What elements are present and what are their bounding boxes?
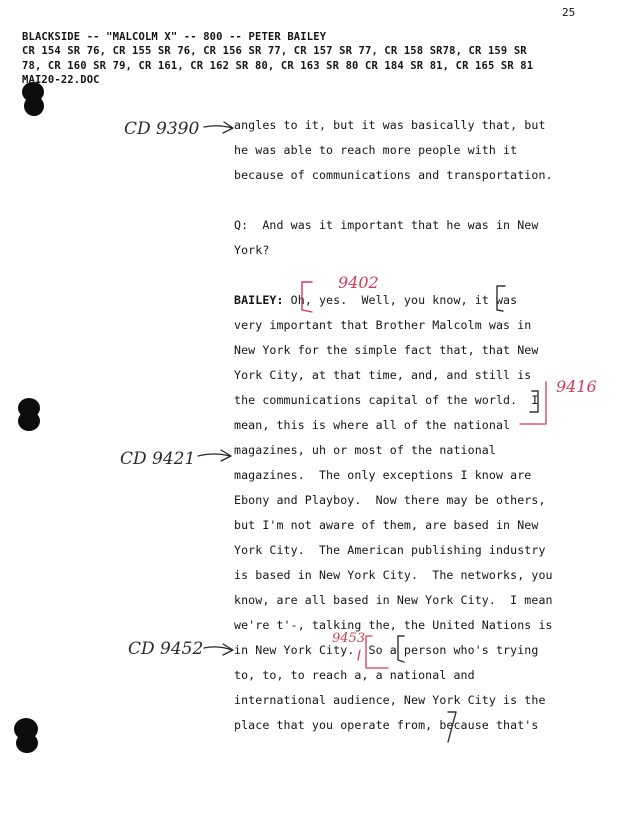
header-title: BLACKSIDE -- "MALCOLM X" -- 800 -- PETER BAILEY (22, 31, 327, 43)
transcript-line: York City. The American publishing industry (234, 543, 546, 557)
transcript-line: very important that Brother Malcolm was in (234, 318, 532, 332)
margin-note-9416 (520, 377, 597, 424)
margin-note-text: CD 9452 (128, 639, 204, 659)
margin-note-9402 (302, 273, 379, 312)
bracket-icon (448, 712, 456, 742)
header-reels-line-1: CR 154 SR 76, CR 155 SR 76, CR 156 SR 77, CR 157 SR 77, CR 158 SR78, CR 159 SR (22, 45, 527, 57)
margin-note-text: 9402 (338, 273, 379, 292)
transcript-line: angles to it, but it was basically that, but (234, 118, 546, 132)
arrow-icon (198, 450, 231, 461)
transcript-line: mean, this is where all of the national (234, 418, 511, 432)
page-number: 25 (562, 6, 576, 19)
answer-text: Oh, yes. Well, you know, it was (290, 293, 518, 307)
margin-note-text: 9416 (556, 377, 597, 396)
margin-note-text: CD 9390 (124, 119, 200, 139)
speaker-label: BAILEY: (234, 293, 284, 307)
bracket-icon (398, 636, 404, 662)
arrow-icon (204, 644, 233, 655)
transcript-line: he was able to reach more people with it (234, 143, 518, 157)
transcript-line: magazines, uh or most of the national (234, 443, 496, 457)
margin-note-cd-9390 (124, 119, 233, 139)
transcript-line: is based in New York City. The networks, you (234, 568, 553, 582)
transcript-line: international audience, New York City is the (234, 693, 546, 707)
transcript-line: but I'm not aware of them, are based in New (234, 518, 539, 532)
transcript-line: in New York City. So a person who's trying (234, 643, 539, 657)
bracket-icon (302, 282, 312, 312)
transcript-line: we're t'-, talking the, the United Nations is (234, 618, 553, 632)
header-reels-line-2: 78, CR 160 SR 79, CR 161, CR 162 SR 80, CR 163 SR 80 CR 184 SR 81, CR 165 SR 81 (22, 60, 534, 72)
header-filename: MAI20-22.DOC (22, 74, 100, 86)
bracket-icon (530, 391, 538, 412)
transcript-line: Ebony and Playboy. Now there may be others, (234, 493, 546, 507)
transcript-line: the communications capital of the world. I (234, 393, 539, 407)
margin-note-cd-9421 (120, 449, 231, 469)
margin-note-cd-9452 (128, 639, 233, 659)
question-line: Q: And was it important that he was in New (234, 218, 539, 232)
bracket-icon (497, 286, 505, 311)
margin-note-text: CD 9421 (120, 449, 196, 469)
bracket-icon (520, 382, 546, 424)
transcript-line: York City, at that time, and, and still is (234, 368, 532, 382)
question-line: York? (234, 243, 270, 257)
arrow-icon (204, 122, 233, 133)
transcript-line: because of communications and transportation. (234, 168, 553, 182)
transcript-line: know, are all based in New York City. I mean (234, 593, 553, 607)
transcript-line: to, to, to reach a, a national and (234, 668, 475, 682)
margin-note-text: 9453 (332, 631, 366, 646)
transcript-line: place that you operate from, because that's (234, 718, 539, 732)
margin-note-9453 (332, 631, 404, 668)
transcript-line: magazines. The only exceptions I know are (234, 468, 532, 482)
transcript-line: New York for the simple fact that, that New (234, 343, 539, 357)
